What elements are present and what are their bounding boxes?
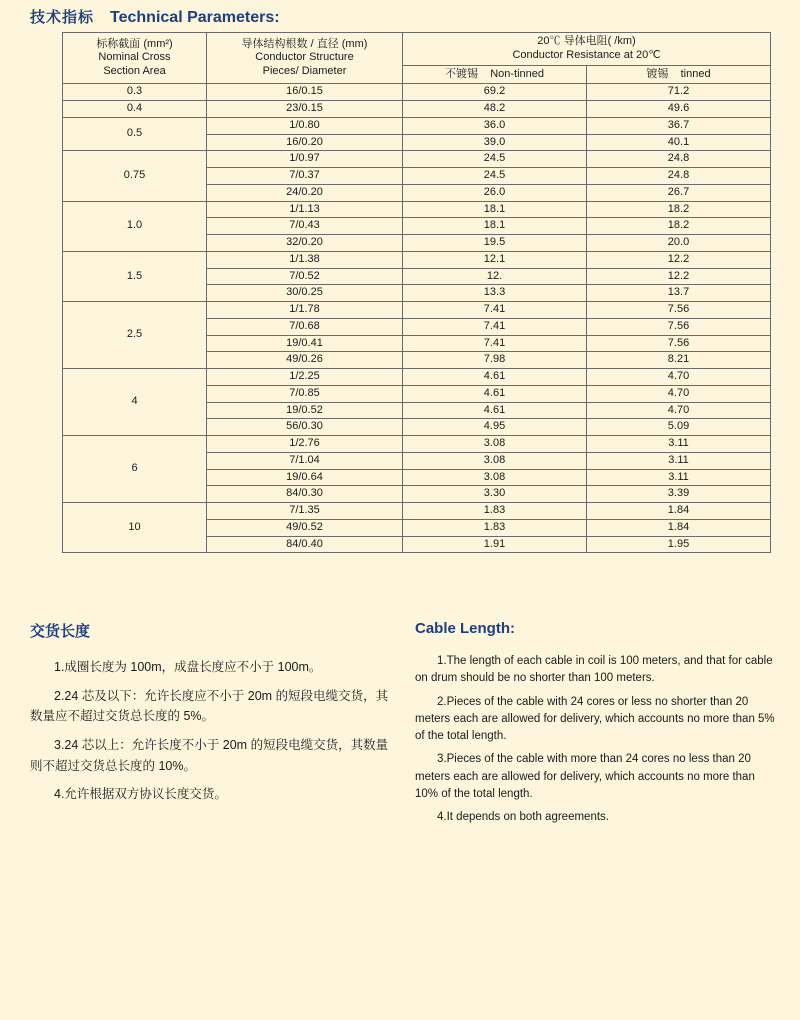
cell-resistance-non-tinned: 19.5 xyxy=(403,235,587,252)
cell-resistance-non-tinned: 13.3 xyxy=(403,285,587,302)
table-header-row-1 xyxy=(63,33,771,66)
table-row xyxy=(63,369,771,386)
cell-resistance-tinned: 20.0 xyxy=(587,235,771,252)
table-row xyxy=(63,302,771,319)
table-row xyxy=(63,251,771,268)
cell-conductor-structure: 16/0.20 xyxy=(207,134,403,151)
cell-conductor-structure: 49/0.52 xyxy=(207,519,403,536)
cell-conductor-structure: 7/1.04 xyxy=(207,452,403,469)
header-non-tinned-en: Non-tinned xyxy=(490,67,545,80)
cell-conductor-structure: 16/0.15 xyxy=(207,84,403,101)
cell-resistance-tinned: 24.8 xyxy=(587,168,771,185)
cell-resistance-tinned: 3.11 xyxy=(587,436,771,453)
cell-conductor-structure: 1/2.76 xyxy=(207,436,403,453)
cell-conductor-structure: 19/0.64 xyxy=(207,469,403,486)
cable-length-item-cn: 1.成圈长度为 100m，成盘长度应不小于 100m。 xyxy=(54,660,322,674)
header-non-tinned-cn: 不镀锡 xyxy=(444,67,478,80)
table-row xyxy=(63,436,771,453)
cell-conductor-structure: 30/0.25 xyxy=(207,285,403,302)
cell-conductor-structure: 1/2.25 xyxy=(207,369,403,386)
cell-nominal-area: 6 xyxy=(63,436,207,503)
cell-resistance-tinned: 18.2 xyxy=(587,218,771,235)
cable-length-item-en: 1.The length of each cable in coil is 100 meters, and that for cable on drum should be no shorter than 100 meters. xyxy=(415,655,773,685)
header-nominal-en2: Section Area xyxy=(103,65,166,77)
cell-resistance-tinned: 18.2 xyxy=(587,201,771,218)
cell-resistance-non-tinned: 18.1 xyxy=(403,218,587,235)
header-structure-en1: Conductor Structure xyxy=(255,51,354,64)
table-row xyxy=(63,101,771,118)
cell-nominal-area: 0.5 xyxy=(63,117,207,151)
cell-resistance-tinned: 4.70 xyxy=(587,385,771,402)
cell-resistance-tinned: 1.84 xyxy=(587,503,771,520)
cell-resistance-tinned: 49.6 xyxy=(587,101,771,118)
header-tinned-cn: 镀锡 xyxy=(646,67,669,80)
page-title-cn: 技术指标 xyxy=(30,9,95,26)
cell-resistance-non-tinned: 26.0 xyxy=(403,184,587,201)
cell-resistance-tinned: 13.7 xyxy=(587,285,771,302)
cell-conductor-structure: 1/0.80 xyxy=(207,117,403,134)
cell-conductor-structure: 1/1.38 xyxy=(207,251,403,268)
cell-resistance-tinned: 3.39 xyxy=(587,486,771,503)
cell-resistance-non-tinned: 12. xyxy=(403,268,587,285)
cell-resistance-non-tinned: 1.83 xyxy=(403,503,587,520)
cable-length-title-en: Cable Length: xyxy=(415,620,515,637)
cell-conductor-structure: 1/1.78 xyxy=(207,302,403,319)
cell-conductor-structure: 49/0.26 xyxy=(207,352,403,369)
cell-resistance-non-tinned: 24.5 xyxy=(403,168,587,185)
header-structure-en2: Pieces/ Diameter xyxy=(262,65,347,77)
cell-conductor-structure: 56/0.30 xyxy=(207,419,403,436)
cell-conductor-structure: 84/0.40 xyxy=(207,536,403,553)
table-body xyxy=(63,84,771,553)
cell-nominal-area: 1.5 xyxy=(63,251,207,301)
cell-resistance-tinned: 71.2 xyxy=(587,84,771,101)
cell-resistance-non-tinned: 3.08 xyxy=(403,436,587,453)
table-row xyxy=(63,201,771,218)
cell-conductor-structure: 19/0.41 xyxy=(207,335,403,352)
cell-resistance-non-tinned: 69.2 xyxy=(403,84,587,101)
cable-length-item-en: 2.Pieces of the cable with 24 cores or less no shorter than 20 meters each are allowed for delivery, which accounts no more than 5% of the total length. xyxy=(415,695,775,742)
cell-resistance-tinned: 24.8 xyxy=(587,151,771,168)
cell-conductor-structure: 84/0.30 xyxy=(207,486,403,503)
cell-conductor-structure: 24/0.20 xyxy=(207,184,403,201)
cell-nominal-area: 0.4 xyxy=(63,101,207,118)
cell-resistance-tinned: 3.11 xyxy=(587,452,771,469)
table-row xyxy=(63,117,771,134)
cell-conductor-structure: 7/0.68 xyxy=(207,318,403,335)
cable-length-item-en: 4.It depends on both agreements. xyxy=(437,811,609,823)
cell-conductor-structure: 7/1.35 xyxy=(207,503,403,520)
cell-resistance-non-tinned: 12.1 xyxy=(403,251,587,268)
cell-resistance-non-tinned: 4.61 xyxy=(403,385,587,402)
header-conductor-resistance xyxy=(403,33,771,66)
cell-resistance-non-tinned: 4.61 xyxy=(403,402,587,419)
table-row xyxy=(63,503,771,520)
cell-resistance-non-tinned: 39.0 xyxy=(403,134,587,151)
cell-resistance-tinned: 1.95 xyxy=(587,536,771,553)
cable-length-title-cn: 交货长度 xyxy=(30,623,91,640)
cell-resistance-non-tinned: 4.61 xyxy=(403,369,587,386)
cell-resistance-tinned: 4.70 xyxy=(587,402,771,419)
cell-resistance-non-tinned: 1.83 xyxy=(403,519,587,536)
cell-resistance-tinned: 12.2 xyxy=(587,268,771,285)
cell-resistance-non-tinned: 36.0 xyxy=(403,117,587,134)
header-conductor-structure xyxy=(207,33,403,84)
cell-resistance-non-tinned: 7.41 xyxy=(403,302,587,319)
cable-length-section-en xyxy=(415,620,775,832)
cell-resistance-non-tinned: 7.41 xyxy=(403,335,587,352)
cell-resistance-tinned: 7.56 xyxy=(587,302,771,319)
technical-parameters-table xyxy=(62,32,770,553)
header-resistance-en: Conductor Resistance at 20℃ xyxy=(512,48,661,61)
cell-resistance-non-tinned: 7.41 xyxy=(403,318,587,335)
cell-conductor-structure: 32/0.20 xyxy=(207,235,403,252)
cell-resistance-tinned: 5.09 xyxy=(587,419,771,436)
cell-resistance-tinned: 8.21 xyxy=(587,352,771,369)
page-title xyxy=(30,6,280,27)
header-non-tinned xyxy=(403,65,587,84)
cable-length-item-en: 3.Pieces of the cable with more than 24 cores no less than 20 meters each are allowed for delivery, which accounts no more than 10% of the total length. xyxy=(415,753,755,800)
cell-conductor-structure: 7/0.52 xyxy=(207,268,403,285)
cell-resistance-non-tinned: 3.08 xyxy=(403,452,587,469)
cell-resistance-tinned: 4.70 xyxy=(587,369,771,386)
cell-resistance-non-tinned: 48.2 xyxy=(403,101,587,118)
page-title-en: Technical Parameters: xyxy=(110,9,280,26)
cell-nominal-area: 10 xyxy=(63,503,207,553)
header-tinned xyxy=(587,65,771,84)
table-row xyxy=(63,151,771,168)
cell-nominal-area: 1.0 xyxy=(63,201,207,251)
cell-conductor-structure: 19/0.52 xyxy=(207,402,403,419)
header-nominal-area xyxy=(63,33,207,84)
cell-resistance-tinned: 7.56 xyxy=(587,318,771,335)
cell-nominal-area: 4 xyxy=(63,369,207,436)
cell-resistance-tinned: 36.7 xyxy=(587,117,771,134)
cable-length-item-cn: 3.24 芯以上：允许长度不小于 20m 的短段电缆交货，其数量则不超过交货总长度的 10%。 xyxy=(30,737,389,773)
table-row xyxy=(63,84,771,101)
header-structure-cn: 导体结构根数 / 直径 (mm) xyxy=(241,37,368,50)
cable-length-items-cn xyxy=(30,657,400,805)
cell-resistance-non-tinned: 18.1 xyxy=(403,201,587,218)
header-nominal-en1: Nominal Cross xyxy=(98,51,171,64)
cell-resistance-non-tinned: 24.5 xyxy=(403,151,587,168)
cell-conductor-structure: 1/0.97 xyxy=(207,151,403,168)
cell-nominal-area: 2.5 xyxy=(63,302,207,369)
cell-resistance-tinned: 3.11 xyxy=(587,469,771,486)
cell-nominal-area: 0.3 xyxy=(63,84,207,101)
cell-conductor-structure: 7/0.37 xyxy=(207,168,403,185)
cell-resistance-tinned: 1.84 xyxy=(587,519,771,536)
cell-resistance-tinned: 12.2 xyxy=(587,251,771,268)
header-resistance-cn: 20℃ 导体电阻( /km) xyxy=(537,35,636,47)
cell-resistance-non-tinned: 1.91 xyxy=(403,536,587,553)
cable-length-item-cn: 4.允许根据双方协议长度交货。 xyxy=(54,787,227,802)
cell-conductor-structure: 7/0.43 xyxy=(207,218,403,235)
cell-nominal-area: 0.75 xyxy=(63,151,207,201)
cell-resistance-non-tinned: 3.08 xyxy=(403,469,587,486)
cell-conductor-structure: 23/0.15 xyxy=(207,101,403,118)
cell-conductor-structure: 1/1.13 xyxy=(207,201,403,218)
cell-resistance-tinned: 26.7 xyxy=(587,184,771,201)
cable-length-item-cn: 2.24 芯及以下：允许长度应不小于 20m 的短段电缆交货，其数量应不超过交货总长度的 5%。 xyxy=(30,688,389,724)
header-tinned-en: tinned xyxy=(680,67,711,80)
cable-length-section-cn xyxy=(30,620,400,813)
cell-resistance-non-tinned: 3.30 xyxy=(403,486,587,503)
cell-resistance-tinned: 40.1 xyxy=(587,134,771,151)
cell-conductor-structure: 7/0.85 xyxy=(207,385,403,402)
cable-length-items-en xyxy=(415,653,775,826)
cell-resistance-tinned: 7.56 xyxy=(587,335,771,352)
cell-resistance-non-tinned: 7.98 xyxy=(403,352,587,369)
cell-resistance-non-tinned: 4.95 xyxy=(403,419,587,436)
header-nominal-cn: 标称截面 (mm²) xyxy=(96,37,173,50)
